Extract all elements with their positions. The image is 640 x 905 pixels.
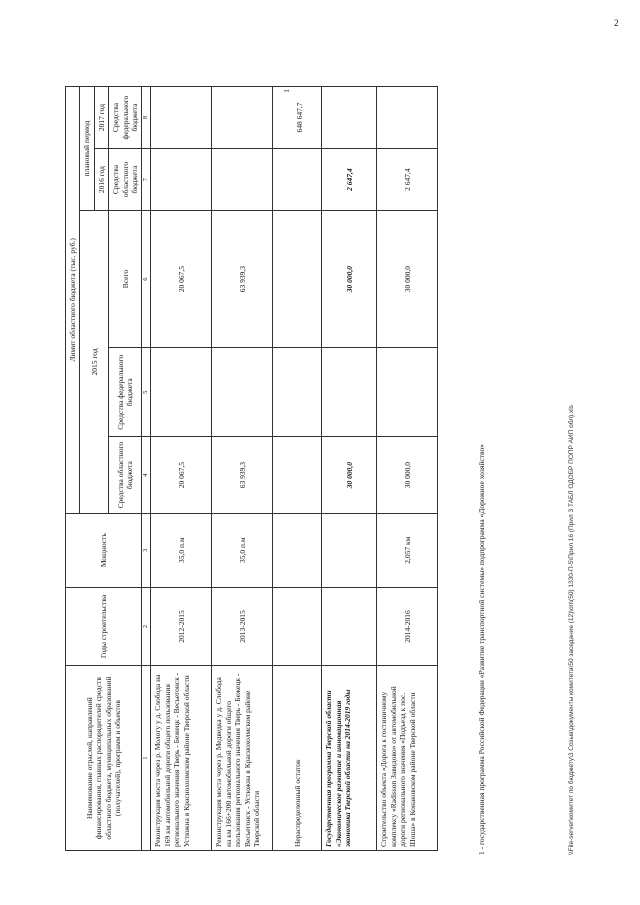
row-total-2015: 63 939,3 <box>212 211 273 348</box>
col-number: 4 <box>142 437 151 513</box>
col-header-2015-total: Всего <box>109 211 142 348</box>
row-federal-2017 <box>212 87 273 149</box>
col-header-name: Наименование отраслей, направлений финансирования, главных распорядителей средств областного бюджета, муниципальных образований (получателей), программ и объектов <box>66 666 142 851</box>
col-header-limit: Лимит областного бюджета (тыс. руб.) <box>66 87 80 514</box>
row-regional-2016: 2 647,4 <box>322 149 377 211</box>
row-years: 2014-2016 <box>377 587 438 666</box>
row-total-2015: 30 000,0 <box>322 211 377 348</box>
column-number-row <box>142 87 151 851</box>
row-capacity <box>322 513 377 587</box>
row-capacity: 35,0 п.м <box>212 513 273 587</box>
col-header-2016-regional: Средства областного бюджета <box>109 149 142 211</box>
table-row <box>322 87 377 851</box>
row-federal-2017 <box>322 87 377 149</box>
row-name: Нераспределенный остаток <box>273 666 322 851</box>
table-row <box>212 87 273 851</box>
row-capacity <box>273 513 322 587</box>
row-federal-2017-cell <box>273 87 322 149</box>
col-number: 2 <box>142 587 151 666</box>
row-years: 2013-2015 <box>212 587 273 666</box>
col-header-2015: 2015 год <box>80 211 109 514</box>
row-regional-2015: 30 000,0 <box>377 437 438 513</box>
row-federal-2015 <box>212 348 273 437</box>
table-row <box>377 87 438 851</box>
col-number: 1 <box>142 666 151 851</box>
row-regional-2016 <box>273 149 322 211</box>
row-regional-2015: 20 067,5 <box>151 437 212 513</box>
col-header-2017: 2017 год <box>94 87 108 149</box>
row-regional-2015 <box>273 437 322 513</box>
row-years <box>273 587 322 666</box>
row-name: Строительство объекта «Дорога к гостиничному комплексу «Radisson Завидово» от автомобильной дороги регионального значения «Подъезд к пос. Шоша» в Конаковском районе Тверской области <box>377 666 438 851</box>
row-federal-2017: 648 647,7 <box>295 102 305 133</box>
row-regional-2015: 63 939,3 <box>212 437 273 513</box>
col-header-2015-federal: Средства федерального бюджета <box>109 348 142 437</box>
row-capacity: 35,0 п.м <box>151 513 212 587</box>
row-regional-2015: 30 000,0 <box>322 437 377 513</box>
col-header-2015-regional: Средства областного бюджета <box>109 437 142 513</box>
row-federal-2015 <box>151 348 212 437</box>
file-path: \\File-server\комитет по бюджету\3 Созыв\документы комитета\50 заседание (12)\оп\(50) 1330-П-5\Прил 16 (Прил 3 ТАБЛ ОДОБР ПОПР АИП обл).xls <box>568 405 575 855</box>
row-regional-2016: 2 647,4 <box>377 149 438 211</box>
footnote-marker: 1 <box>282 89 291 93</box>
col-number: 6 <box>142 211 151 348</box>
row-regional-2016 <box>151 149 212 211</box>
row-federal-2015 <box>377 348 438 437</box>
footnote: 1 - государственная программа Российской Федерации «Развитие транспортной системы» подпрограмма «Дорожное хозяйство» <box>477 444 486 855</box>
row-federal-2017 <box>151 87 212 149</box>
table-row <box>273 87 322 851</box>
row-regional-2016 <box>212 149 273 211</box>
row-capacity: 2,057 км <box>377 513 438 587</box>
row-name: Реконструкция моста через р. Медведка у д. Слобода на км 166+200 автомобильной дороги общего пользования регионального значения Тверь - Бежецк - Весьегонск - Устюжна в Краснохолмском районе Тверской области <box>212 666 273 851</box>
row-years: 2012-2015 <box>151 587 212 666</box>
col-number: 3 <box>142 513 151 587</box>
col-number: 5 <box>142 348 151 437</box>
row-federal-2017 <box>377 87 438 149</box>
table-row <box>151 87 212 851</box>
row-name: Реконструкция моста через р. Мологу у д. Слобода на 169 км автомобильной дороги общего пользования регионального значения Тверь - Бежецк - Весьегонск - Устюжна в Краснохолмском районе Тверской области <box>151 666 212 851</box>
col-header-2016: 2016 год <box>94 149 108 211</box>
row-total-2015: 30 000,0 <box>377 211 438 348</box>
page-number: 2 <box>614 18 619 28</box>
row-federal-2015 <box>322 348 377 437</box>
row-total-2015: 20 067,5 <box>151 211 212 348</box>
row-total-2015 <box>273 211 322 348</box>
col-number: 8 <box>142 87 151 149</box>
header-row-1 <box>66 87 80 851</box>
rotated-page <box>45 65 610 855</box>
row-name: Государственная программа Тверской области «Экономическое развитие и инновационная экономика Тверской области на 2014-2019 годы <box>322 666 377 851</box>
col-number: 7 <box>142 149 151 211</box>
col-header-2017-federal: Средства федерального бюджета <box>109 87 142 149</box>
col-header-capacity: Мощность <box>66 513 142 587</box>
col-header-years: Годы строительства <box>66 587 142 666</box>
row-years <box>322 587 377 666</box>
row-federal-2015 <box>273 348 322 437</box>
col-header-plan-period: плановый период <box>80 87 94 211</box>
budget-table <box>65 86 438 851</box>
